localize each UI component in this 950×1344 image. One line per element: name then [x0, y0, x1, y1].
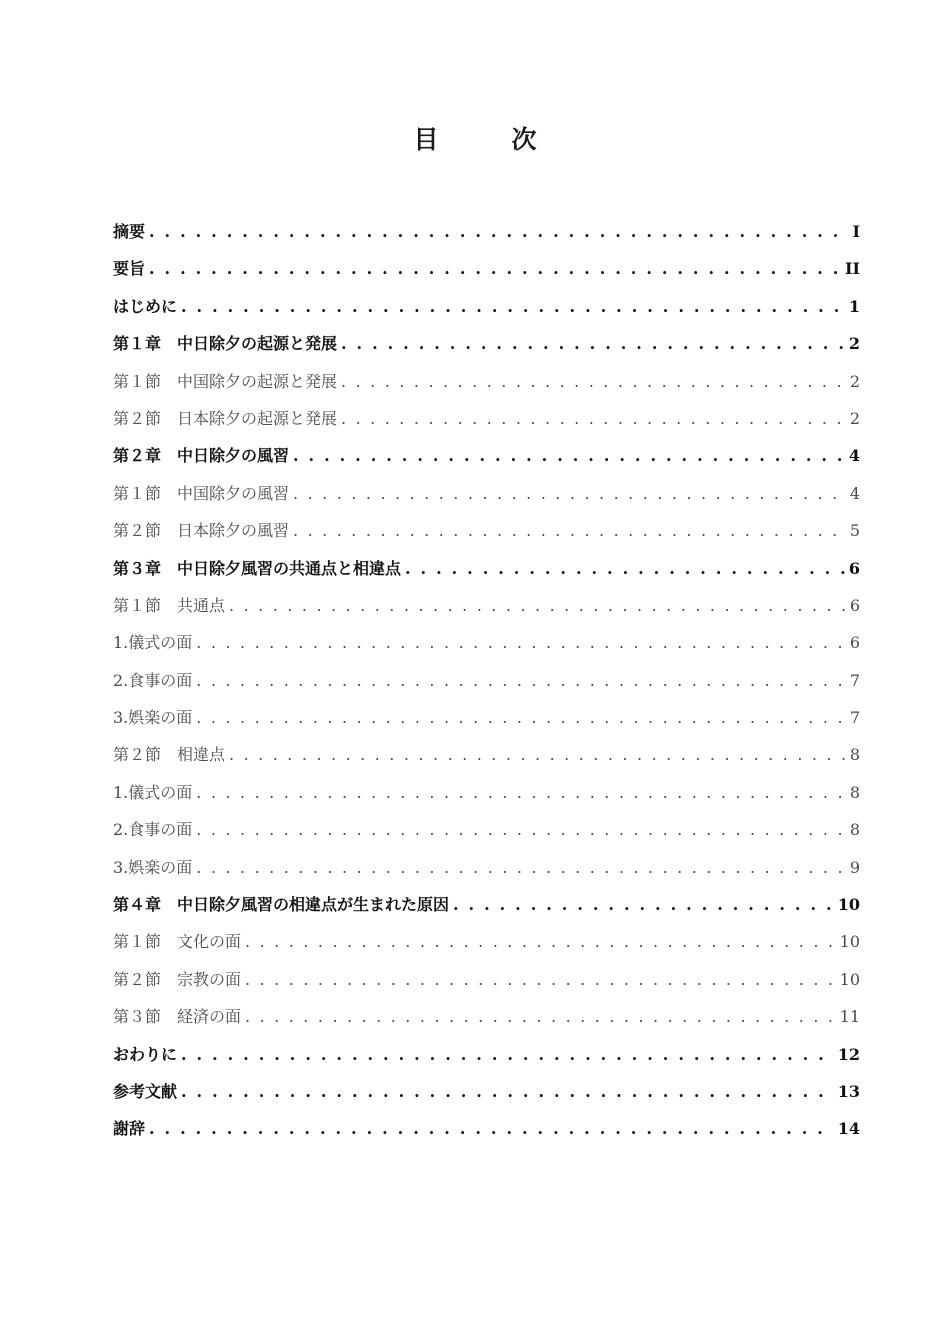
toc-entry-label: 第１節 文化の面	[113, 932, 242, 952]
toc-entry[interactable]	[113, 1073, 860, 1110]
toc-dot-leader	[293, 437, 845, 474]
toc-dot-leader	[196, 624, 846, 661]
toc-entry-page-number: 5	[849, 521, 860, 541]
toc-entry-label: 第１節 共通点	[113, 595, 226, 615]
toc-entry[interactable]	[113, 1110, 860, 1147]
toc-entry-page-number: 7	[849, 670, 860, 690]
toc-entry[interactable]	[113, 363, 860, 400]
toc-entry[interactable]	[113, 587, 860, 624]
toc-entry[interactable]	[113, 288, 860, 325]
toc-dot-leader	[181, 1036, 834, 1073]
toc-dot-leader	[196, 811, 846, 848]
toc-entry[interactable]	[113, 512, 860, 549]
toc-entry-label: 2.食事の面	[113, 820, 193, 840]
toc-dot-leader	[245, 961, 836, 998]
toc-dot-leader	[229, 587, 846, 624]
toc-entry-page-number: 9	[849, 857, 860, 877]
toc-entry-page-number: 1	[848, 296, 860, 316]
toc-entry-page-number: 8	[849, 745, 860, 765]
toc-entry-label: 摘要	[113, 222, 146, 241]
toc-entry-page-number: 6	[849, 633, 860, 653]
toc-entry-label: 第２節 日本除夕の風習	[113, 521, 290, 541]
toc-dot-leader	[181, 288, 845, 325]
toc-entry-label: 第２章 中日除夕の風習	[113, 446, 290, 466]
toc-entry-label: はじめに	[113, 296, 178, 316]
toc-entry[interactable]	[113, 662, 860, 699]
toc-entry[interactable]	[113, 699, 860, 736]
toc-entry-label: 第１章 中日除夕の起源と発展	[113, 334, 338, 354]
toc-entry[interactable]	[113, 886, 860, 923]
toc-entry-label: 第２節 宗教の面	[113, 969, 242, 989]
toc-entry-page-number: 10	[839, 932, 860, 952]
toc-entry-page-number: 4	[848, 446, 860, 466]
toc-dot-leader	[405, 550, 845, 587]
toc-entry[interactable]	[113, 437, 860, 474]
toc-entry-page-number: 10	[839, 969, 860, 989]
toc-entry-page-number: 2	[849, 408, 860, 428]
toc-entry-label: 第２節 日本除夕の起源と発展	[113, 408, 338, 428]
toc-entry[interactable]	[113, 923, 860, 960]
toc-entry-page-number: 4	[849, 483, 860, 503]
toc-dot-leader	[229, 736, 846, 773]
toc-entry-label: 3.娯楽の面	[113, 857, 193, 877]
toc-dot-leader	[181, 1073, 834, 1110]
toc-entry-page-number: II	[845, 259, 860, 279]
toc-entry-label: 参考文献	[113, 1081, 178, 1101]
toc-entry[interactable]	[113, 998, 860, 1035]
toc-entry-page-number: 12	[837, 1044, 860, 1064]
toc-dot-leader	[196, 774, 846, 811]
toc-entry-page-number: 6	[849, 595, 860, 615]
toc-entry-page-number: 8	[849, 782, 860, 802]
toc-entry[interactable]	[113, 1036, 860, 1073]
toc-entry-page-number: I	[852, 222, 860, 241]
toc-title: 目 次	[413, 125, 561, 154]
toc-entry[interactable]	[113, 250, 860, 287]
toc-dot-leader	[245, 998, 836, 1035]
toc-dot-leader	[341, 363, 846, 400]
toc-entry-page-number: 2	[849, 371, 860, 391]
toc-entry[interactable]	[113, 475, 860, 512]
toc-entry-label: 第３節 経済の面	[113, 1007, 242, 1027]
toc-entry[interactable]	[113, 849, 860, 886]
toc-entry-page-number: 2	[848, 334, 860, 354]
toc-dot-leader	[196, 699, 846, 736]
toc-entry[interactable]	[113, 550, 860, 587]
toc-dot-leader	[149, 1110, 834, 1147]
toc-entry[interactable]	[113, 961, 860, 998]
toc-dot-leader	[149, 250, 841, 287]
toc-entry[interactable]	[113, 213, 860, 250]
toc-entry-label: 要旨	[113, 259, 146, 279]
toc-entry-label: 3.娯楽の面	[113, 708, 193, 728]
toc-entry-page-number: 6	[848, 558, 860, 578]
toc-entry-page-number: 7	[849, 708, 860, 728]
toc-dot-leader	[149, 213, 846, 250]
toc-entry-label: おわりに	[113, 1044, 178, 1064]
toc-entry-label: 謝辞	[113, 1119, 146, 1139]
toc-entry[interactable]	[113, 811, 860, 848]
toc-dot-leader	[293, 475, 846, 512]
toc-dot-leader	[196, 849, 846, 886]
toc-entry-page-number: 14	[837, 1119, 860, 1139]
toc-entry[interactable]	[113, 774, 860, 811]
toc-entry-page-number: 10	[837, 895, 860, 915]
toc-list	[113, 213, 860, 1148]
toc-entry-label: 第４章 中日除夕風習の相違点が生まれた原因	[113, 895, 450, 915]
toc-entry-label: 1.儀式の面	[113, 782, 193, 802]
toc-entry-label: 第１節 中国除夕の風習	[113, 483, 290, 503]
toc-dot-leader	[341, 400, 846, 437]
toc-entry-label: 第１節 中国除夕の起源と発展	[113, 371, 338, 391]
toc-entry[interactable]	[113, 400, 860, 437]
toc-dot-leader	[196, 662, 846, 699]
toc-entry-page-number: 8	[849, 820, 860, 840]
toc-dot-leader	[341, 325, 845, 362]
toc-entry[interactable]	[113, 736, 860, 773]
toc-dot-leader	[293, 512, 846, 549]
toc-entry[interactable]	[113, 624, 860, 661]
toc-entry-label: 1.儀式の面	[113, 633, 193, 653]
toc-entry-label: 第２節 相違点	[113, 745, 226, 765]
toc-entry-page-number: 11	[839, 1007, 860, 1027]
toc-entry-label: 第３章 中日除夕風習の共通点と相違点	[113, 558, 402, 578]
toc-dot-leader	[245, 923, 836, 960]
toc-entry-label: 2.食事の面	[113, 670, 193, 690]
toc-dot-leader	[453, 886, 834, 923]
toc-entry-page-number: 13	[837, 1081, 860, 1101]
toc-entry[interactable]	[113, 325, 860, 362]
